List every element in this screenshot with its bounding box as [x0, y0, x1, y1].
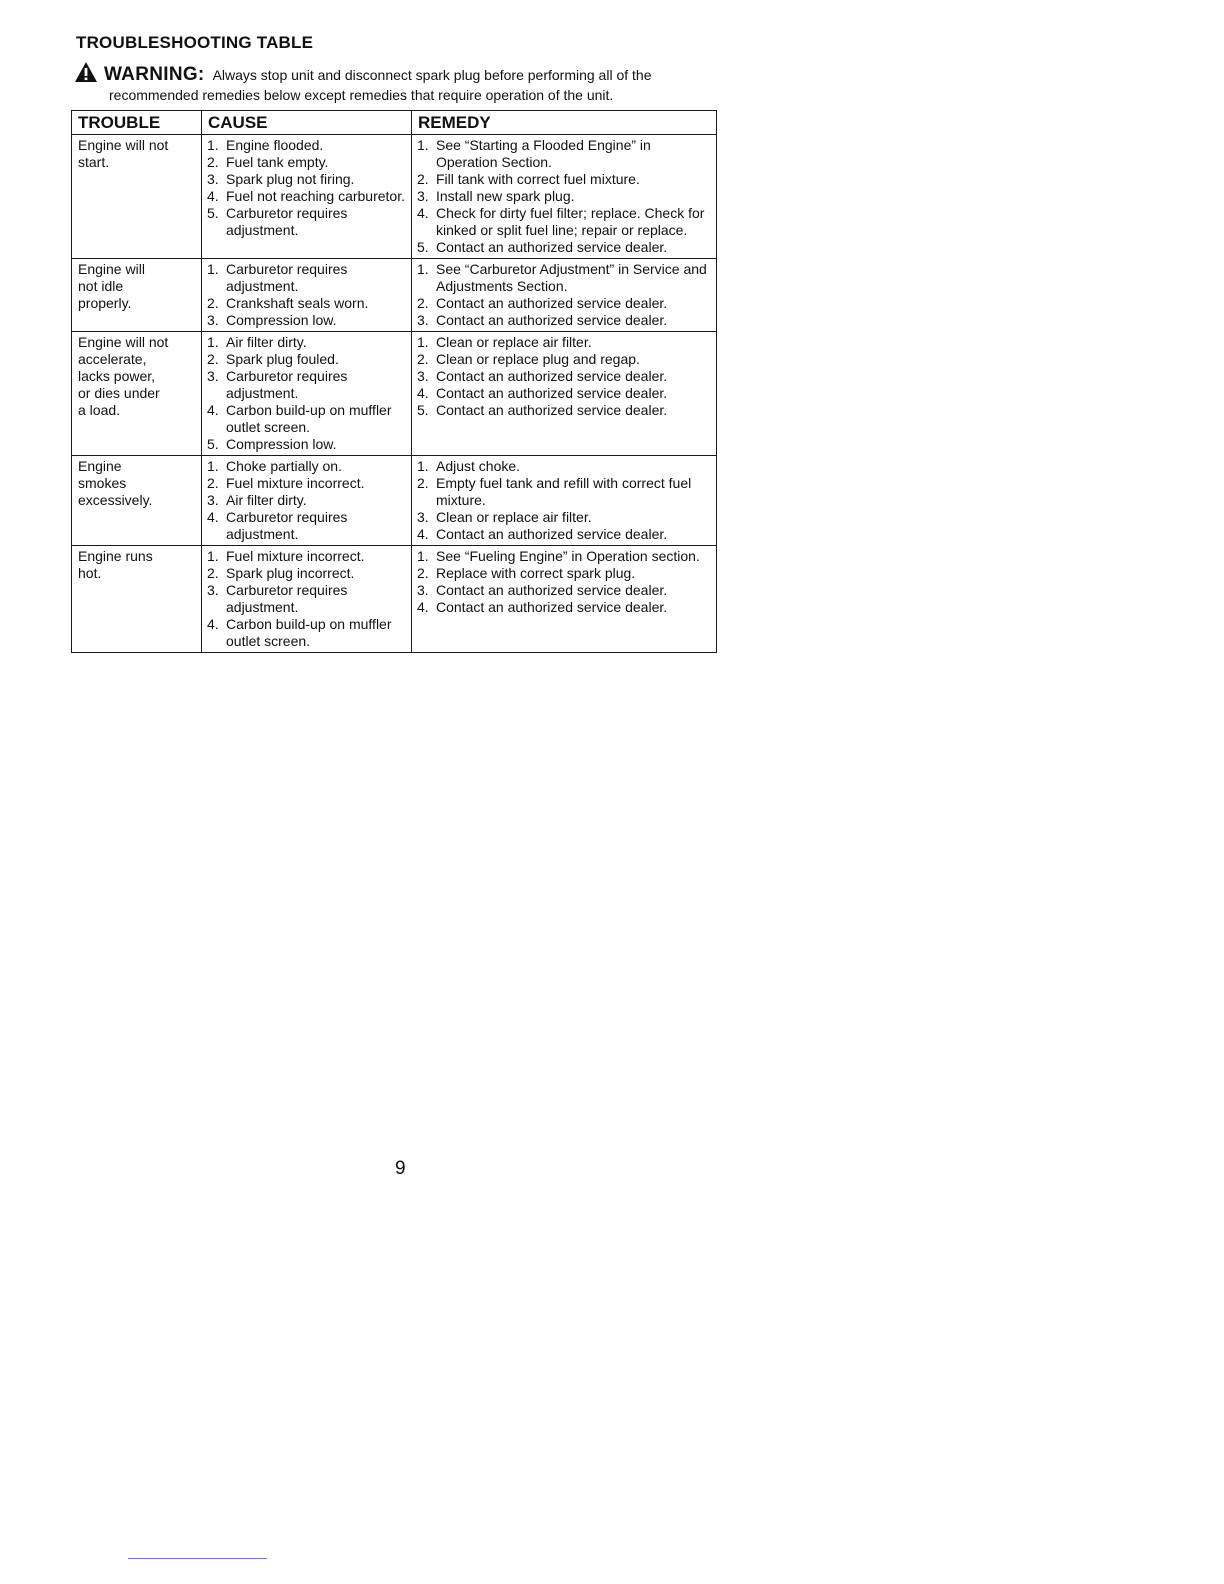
- remedy-item: [417, 548, 712, 565]
- trouble-text: Engine will not: [78, 334, 169, 350]
- remedy-item: [417, 526, 712, 543]
- remedy-number: 1.: [417, 261, 429, 277]
- trouble-text: smokes: [78, 475, 127, 491]
- table-row: [72, 332, 717, 456]
- remedy-item: [417, 295, 712, 312]
- remedy-number: 2.: [417, 565, 429, 581]
- remedy-item: [417, 385, 712, 402]
- cause-number: 5.: [207, 436, 219, 452]
- cause-cell: [202, 332, 412, 456]
- table-row: [72, 546, 717, 653]
- remedy-item: [417, 137, 712, 171]
- cause-item: [207, 458, 407, 475]
- remedy-text: Contact an authorized service dealer.: [436, 368, 668, 384]
- cause-item: [207, 312, 407, 329]
- remedy-item: [417, 312, 712, 329]
- trouble-text: not idle: [78, 278, 124, 294]
- trouble-text: accelerate,: [78, 351, 147, 367]
- remedy-cell: [412, 135, 717, 259]
- cause-number: 4.: [207, 402, 219, 418]
- cause-item: [207, 368, 407, 402]
- cause-number: 2.: [207, 565, 219, 581]
- remedy-item: [417, 475, 712, 509]
- cause-item: [207, 402, 407, 436]
- remedy-cell: [412, 259, 717, 332]
- cause-text: Carbon build-up on muffler outlet screen.: [226, 402, 392, 435]
- trouble-text: start.: [78, 154, 110, 170]
- cause-number: 1.: [207, 137, 219, 153]
- cause-number: 2.: [207, 475, 219, 491]
- trouble-cell: [72, 135, 202, 259]
- cause-text: Spark plug fouled.: [226, 351, 339, 367]
- remedy-item: [417, 334, 712, 351]
- troubleshooting-table: [71, 110, 717, 653]
- remedy-cell: [412, 332, 717, 456]
- cause-number: 3.: [207, 171, 219, 187]
- cause-number: 1.: [207, 548, 219, 564]
- cause-text: Carbon build-up on muffler outlet screen.: [226, 616, 392, 649]
- warning-text-line2: recommended remedies below except remedies that require operation of the unit.: [109, 87, 614, 103]
- remedy-text: Contact an authorized service dealer.: [436, 599, 668, 615]
- cause-item: [207, 137, 407, 154]
- trouble-text: lacks power,: [78, 368, 156, 384]
- cause-number: 4.: [207, 509, 219, 525]
- cause-item: [207, 154, 407, 171]
- remedy-text: Contact an authorized service dealer.: [436, 385, 668, 401]
- trouble-cell: [72, 259, 202, 332]
- remedy-number: 1.: [417, 458, 429, 474]
- remedy-number: 1.: [417, 548, 429, 564]
- remedy-text: See “Starting a Flooded Engine” in Operation Section.: [436, 137, 651, 170]
- cause-number: 1.: [207, 261, 219, 277]
- trouble-text: or dies under: [78, 385, 160, 401]
- remedy-number: 5.: [417, 402, 429, 418]
- remedy-number: 3.: [417, 312, 429, 328]
- trouble-text: Engine runs: [78, 548, 153, 564]
- remedy-text: See “Fueling Engine” in Operation section.: [436, 548, 700, 564]
- remedy-number: 5.: [417, 239, 429, 255]
- cause-text: Air filter dirty.: [226, 492, 307, 508]
- cause-item: [207, 616, 407, 650]
- cause-cell: [202, 546, 412, 653]
- cause-text: Carburetor requires adjustment.: [226, 261, 348, 294]
- table-body: [72, 135, 717, 653]
- remedy-number: 3.: [417, 188, 429, 204]
- cause-list: [207, 334, 407, 453]
- cause-list: [207, 458, 407, 543]
- remedy-text: Check for dirty fuel filter; replace. Check for kinked or split fuel line; repair or replace.: [436, 205, 705, 238]
- cause-item: [207, 171, 407, 188]
- cause-text: Compression low.: [226, 436, 337, 452]
- cause-number: 3.: [207, 492, 219, 508]
- cause-item: [207, 475, 407, 492]
- trouble-text: properly.: [78, 295, 132, 311]
- table-row: [72, 259, 717, 332]
- remedy-number: 4.: [417, 385, 429, 401]
- cause-number: 1.: [207, 458, 219, 474]
- cause-text: Choke partially on.: [226, 458, 342, 474]
- footer-rule: [128, 1558, 267, 1559]
- trouble-text: Engine: [78, 458, 122, 474]
- cause-text: Fuel mixture incorrect.: [226, 475, 365, 491]
- remedy-text: Adjust choke.: [436, 458, 521, 474]
- remedy-item: [417, 261, 712, 295]
- remedy-item: [417, 351, 712, 368]
- remedy-item: [417, 599, 712, 616]
- trouble-text: Engine will not: [78, 137, 169, 153]
- trouble-cell: [72, 456, 202, 546]
- remedy-item: [417, 171, 712, 188]
- header-cause: CAUSE: [202, 111, 412, 135]
- remedy-text: Clean or replace plug and regap.: [436, 351, 640, 367]
- remedy-item: [417, 509, 712, 526]
- remedy-text: Contact an authorized service dealer.: [436, 312, 668, 328]
- cause-text: Spark plug incorrect.: [226, 565, 355, 581]
- remedy-number: 3.: [417, 368, 429, 384]
- cause-text: Compression low.: [226, 312, 337, 328]
- trouble-text: Engine will: [78, 261, 145, 277]
- cause-item: [207, 436, 407, 453]
- remedy-number: 2.: [417, 475, 429, 491]
- cause-text: Carburetor requires adjustment.: [226, 582, 348, 615]
- remedy-text: Contact an authorized service dealer.: [436, 582, 668, 598]
- trouble-cell: [72, 546, 202, 653]
- cause-list: [207, 137, 407, 239]
- cause-list: [207, 548, 407, 650]
- cause-text: Carburetor requires adjustment.: [226, 368, 348, 401]
- remedy-cell: [412, 456, 717, 546]
- cause-number: 2.: [207, 351, 219, 367]
- remedy-list: [417, 261, 712, 329]
- remedy-text: Replace with correct spark plug.: [436, 565, 636, 581]
- header-trouble: TROUBLE: [72, 111, 202, 135]
- remedy-number: 2.: [417, 351, 429, 367]
- cause-cell: [202, 135, 412, 259]
- remedy-list: [417, 137, 712, 256]
- remedy-text: Clean or replace air filter.: [436, 509, 592, 525]
- cause-number: 2.: [207, 295, 219, 311]
- remedy-item: [417, 402, 712, 419]
- remedy-number: 4.: [417, 205, 429, 221]
- cause-text: Fuel mixture incorrect.: [226, 548, 365, 564]
- cause-item: [207, 295, 407, 312]
- remedy-number: 4.: [417, 526, 429, 542]
- remedy-text: Clean or replace air filter.: [436, 334, 592, 350]
- cause-item: [207, 334, 407, 351]
- cause-item: [207, 261, 407, 295]
- remedy-text: Install new spark plug.: [436, 188, 575, 204]
- remedy-text: Contact an authorized service dealer.: [436, 295, 668, 311]
- cause-text: Spark plug not firing.: [226, 171, 355, 187]
- cause-item: [207, 548, 407, 565]
- cause-number: 4.: [207, 188, 219, 204]
- cause-text: Carburetor requires adjustment.: [226, 509, 348, 542]
- table-row: [72, 135, 717, 259]
- remedy-cell: [412, 546, 717, 653]
- remedy-list: [417, 334, 712, 419]
- cause-cell: [202, 259, 412, 332]
- remedy-number: 3.: [417, 582, 429, 598]
- remedy-text: See “Carburetor Adjustment” in Service and Adjustments Section.: [436, 261, 707, 294]
- cause-item: [207, 582, 407, 616]
- warning-label: WARNING:: [104, 64, 205, 85]
- cause-list: [207, 261, 407, 329]
- trouble-text: excessively.: [78, 492, 153, 508]
- remedy-text: Fill tank with correct fuel mixture.: [436, 171, 640, 187]
- table-row: [72, 456, 717, 546]
- remedy-number: 2.: [417, 295, 429, 311]
- remedy-text: Contact an authorized service dealer.: [436, 239, 668, 255]
- remedy-number: 1.: [417, 137, 429, 153]
- warning-notice: [74, 58, 734, 103]
- warning-text-line1: Always stop unit and disconnect spark plug before performing all of the: [212, 67, 652, 83]
- remedy-item: [417, 458, 712, 475]
- remedy-item: [417, 188, 712, 205]
- remedy-item: [417, 239, 712, 256]
- remedy-item: [417, 368, 712, 385]
- cause-text: Fuel tank empty.: [226, 154, 329, 170]
- remedy-list: [417, 458, 712, 543]
- cause-number: 4.: [207, 616, 219, 632]
- remedy-text: Empty fuel tank and refill with correct fuel mixture.: [436, 475, 692, 508]
- remedy-list: [417, 548, 712, 616]
- cause-number: 1.: [207, 334, 219, 350]
- cause-text: Air filter dirty.: [226, 334, 307, 350]
- remedy-number: 3.: [417, 509, 429, 525]
- cause-text: Carburetor requires adjustment.: [226, 205, 348, 238]
- page-number: 9: [395, 1158, 406, 1179]
- cause-number: 3.: [207, 582, 219, 598]
- cause-cell: [202, 456, 412, 546]
- cause-item: [207, 492, 407, 509]
- cause-item: [207, 205, 407, 239]
- trouble-text: hot.: [78, 565, 102, 581]
- cause-item: [207, 351, 407, 368]
- remedy-number: 1.: [417, 334, 429, 350]
- cause-number: 3.: [207, 312, 219, 328]
- cause-text: Crankshaft seals worn.: [226, 295, 369, 311]
- remedy-text: Contact an authorized service dealer.: [436, 402, 668, 418]
- cause-item: [207, 565, 407, 582]
- remedy-number: 4.: [417, 599, 429, 615]
- cause-text: Fuel not reaching carburetor.: [226, 188, 405, 204]
- remedy-item: [417, 582, 712, 599]
- remedy-item: [417, 565, 712, 582]
- cause-text: Engine flooded.: [226, 137, 324, 153]
- cause-number: 3.: [207, 368, 219, 384]
- cause-number: 5.: [207, 205, 219, 221]
- remedy-text: Contact an authorized service dealer.: [436, 526, 668, 542]
- remedy-number: 2.: [417, 171, 429, 187]
- trouble-cell: [72, 332, 202, 456]
- cause-item: [207, 188, 407, 205]
- page-title: TROUBLESHOOTING TABLE: [76, 33, 314, 52]
- trouble-text: a load.: [78, 402, 121, 418]
- remedy-item: [417, 205, 712, 239]
- cause-number: 2.: [207, 154, 219, 170]
- cause-item: [207, 509, 407, 543]
- warning-triangle-icon: [74, 61, 98, 83]
- header-remedy: REMEDY: [412, 111, 717, 135]
- table-header-row: [72, 111, 717, 135]
